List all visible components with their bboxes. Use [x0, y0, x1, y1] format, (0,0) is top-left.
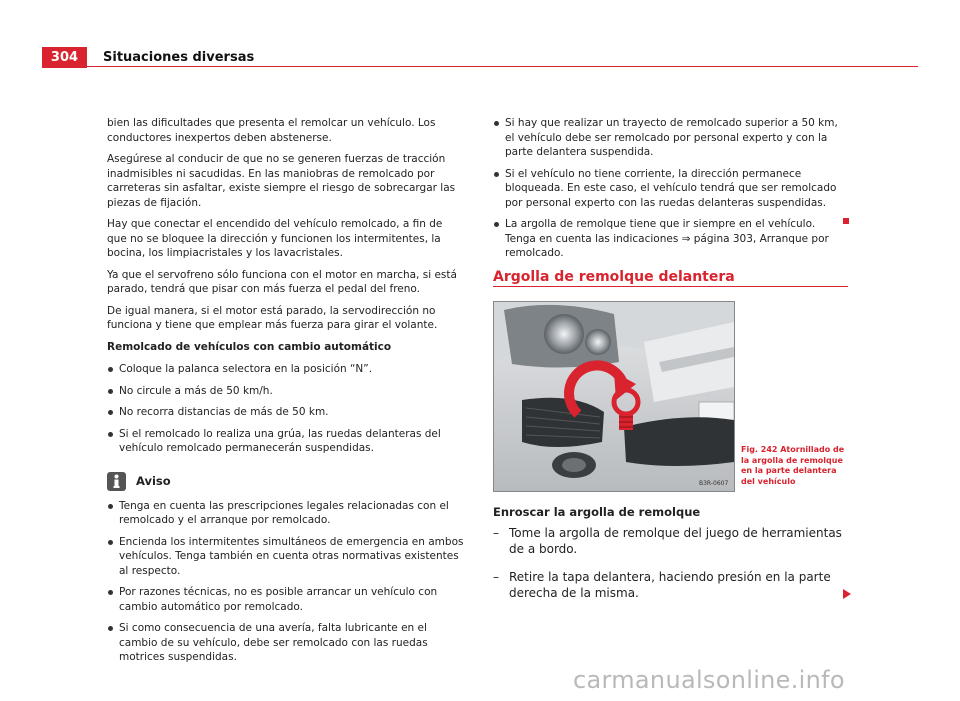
aviso-bullet: Si como consecuencia de una avería, falta lubricante en el cambio de su vehículo, debe ser remolcado con las ruedas motrices suspendidas. — [107, 621, 465, 665]
step-dash: – — [493, 526, 499, 540]
aviso-bullet: Encienda los intermitentes simultáneos de emergencia en ambos vehículos. Tenga también en cuenta otras normativas existentes al respecto. — [107, 535, 465, 579]
section-title: Argolla de remolque delantera — [493, 269, 735, 285]
page-number: 304 — [42, 47, 87, 68]
figure-caption: Fig. 242 Atornillado de la argolla de remolque en la parte delantera del vehículo — [741, 445, 845, 486]
step-text: Retire la tapa delantera, haciendo presión en la parte derecha de la misma. — [509, 570, 831, 600]
aviso-header — [107, 472, 465, 491]
paragraph: De igual manera, si el motor está parado, la servodirección no funciona y tiene que emplear más fuerza para girar el volante. — [107, 304, 438, 331]
subheading-enroscar: Enroscar la argolla de remolque — [493, 505, 701, 519]
paragraph: Asegúrese al conducir de que no se generen fuerzas de tracción inadmisibles ni sacudidas. En las maniobras de remolcado por carreteras sin asfaltar, existe siempre el riesgo de sobrecargar las piezas de fijación. — [107, 153, 456, 209]
chapter-title: Situaciones diversas — [103, 50, 255, 65]
step-text: Tome la argolla de remolque del juego de herramientas de a bordo. — [509, 526, 842, 556]
step-dash: – — [493, 570, 499, 584]
step-item — [493, 525, 848, 557]
bullet-item: No circule a más de 50 km/h. — [107, 384, 465, 399]
car-front-illustration — [494, 302, 734, 491]
aviso-bullet: Tenga en cuenta las prescripciones legales relacionadas con el remolcado y el arranque por remolcado. — [107, 499, 465, 528]
paragraph: Hay que conectar el encendido del vehículo remolcado, a fin de que no se bloquee la dirección y funcionen los intermitentes, la bocina, los limpiacristales y los lavacristales. — [107, 218, 443, 259]
bullet-item: No recorra distancias de más de 50 km. — [107, 405, 465, 420]
subheading-automatic: Remolcado de vehículos con cambio automático — [107, 340, 392, 353]
bullet-item: La argolla de remolque tiene que ir siempre en el vehículo. Tenga en cuenta las indicaciones ⇒ página 303, Arranque por remolcado. — [493, 217, 849, 261]
aviso-label: Aviso — [136, 473, 171, 488]
bullet-item: Coloque la palanca selectora en la posición “N”. — [107, 362, 465, 377]
paragraph: Ya que el servofreno sólo funciona con el motor en marcha, si está parado, tendrá que pisar con más fuerza el pedal del freno. — [107, 268, 457, 295]
aviso-bullet: Por razones técnicas, no es posible arrancar un vehículo con cambio automático por remolcado. — [107, 585, 465, 614]
watermark: carmanualsonline.info — [573, 666, 845, 694]
step-item — [493, 569, 848, 601]
figure-tow-eye — [493, 301, 735, 492]
figure-code: B3R-0607 — [699, 480, 729, 487]
right-column — [493, 116, 849, 268]
header-rule — [42, 66, 918, 67]
section-rule — [493, 286, 848, 287]
info-icon — [107, 472, 126, 491]
bullet-item: Si el vehículo no tiene corriente, la dirección permanece bloqueada. En este caso, el vehículo tendrá que ser remolcado por personal experto con las ruedas delanteras suspendidas. — [493, 167, 849, 211]
continue-arrow-icon — [843, 589, 851, 599]
bullet-item: Si hay que realizar un trayecto de remolcado superior a 50 km, el vehículo debe ser remolcado por personal experto y con la parte delantera suspendida. — [493, 116, 849, 160]
section-end-marker — [843, 218, 849, 224]
steps-list — [493, 525, 848, 613]
bullet-item: Si el remolcado lo realiza una grúa, las ruedas delanteras del vehículo remolcado permanecerán suspendidas. — [107, 427, 465, 456]
left-column — [107, 116, 465, 672]
paragraph: bien las dificultades que presenta el remolcar un vehículo. Los conductores inexpertos deben abstenerse. — [107, 117, 436, 144]
